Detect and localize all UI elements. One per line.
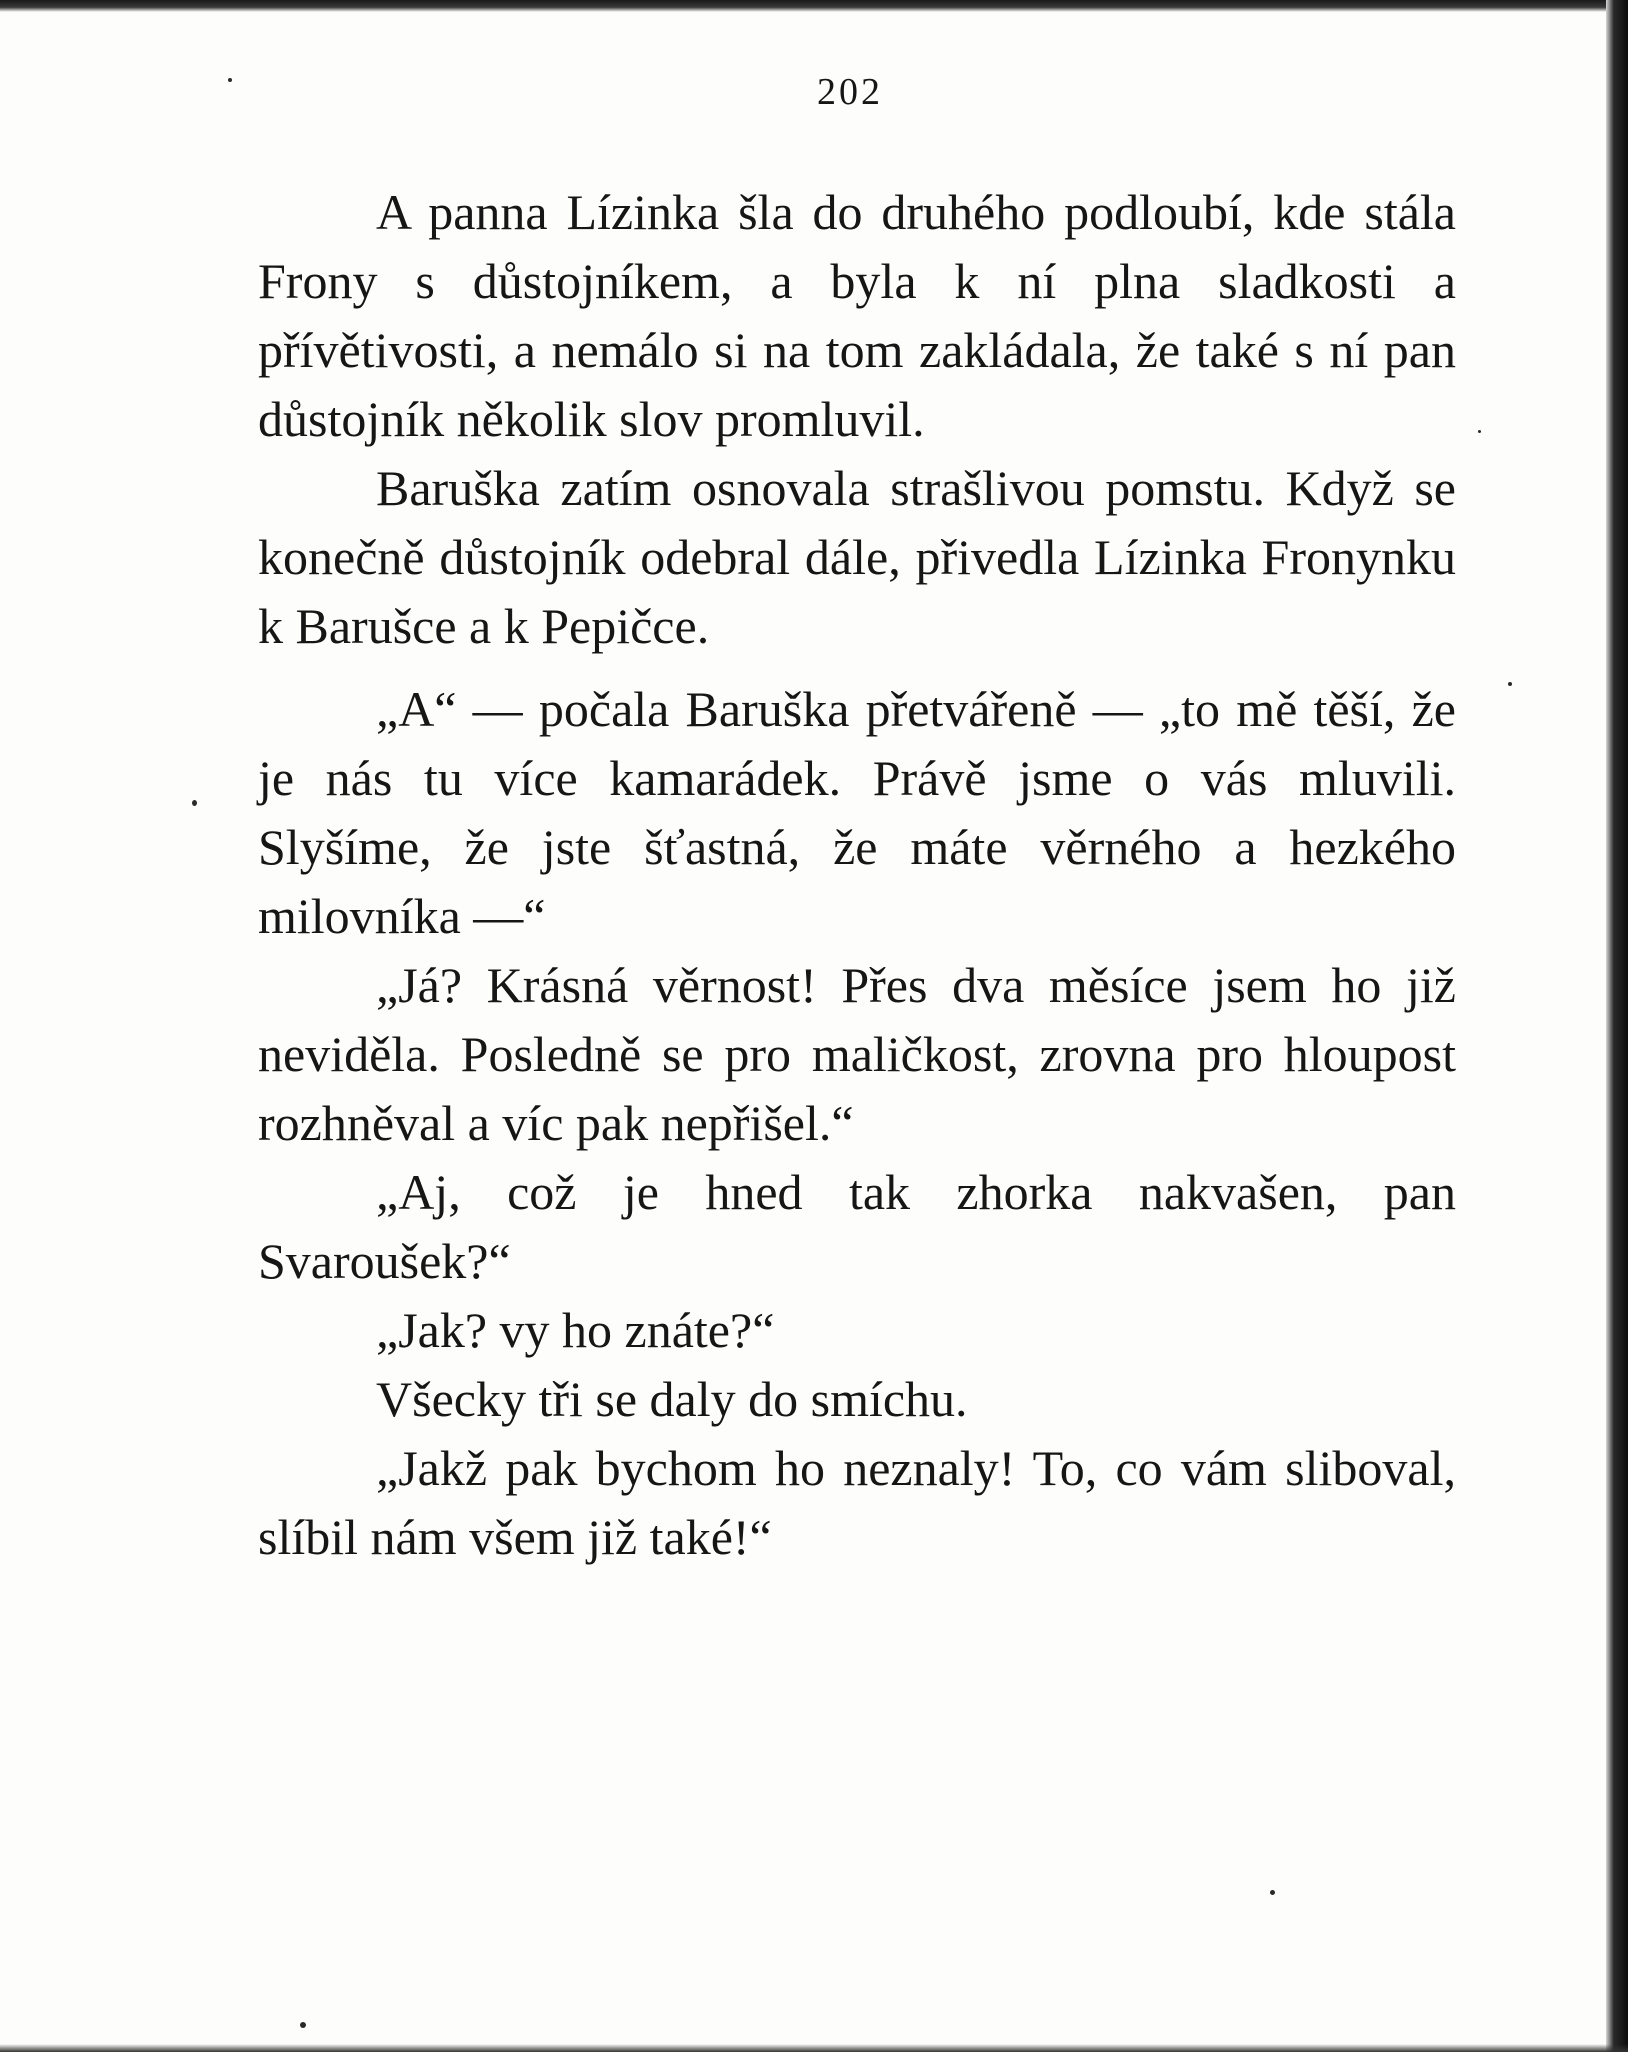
page-top-shadow [0,0,1628,12]
paragraph: „Já? Krásná věrnost! Přes dva měsíce jsem ho již neviděla. Posledně se pro maličkost, zrovna pro hloupost rozhněval a víc pak nepřišel.“ [258,957,1456,1151]
scan-speck [1270,1890,1275,1895]
scan-speck [192,800,197,806]
scan-speck [1478,430,1481,433]
scan-speck [1508,682,1512,686]
paragraph: Všecky tři se daly do smíchu. [376,1371,968,1427]
page-number: 202 [817,71,883,113]
page-bottom-shadow [0,2044,1628,2052]
scan-speck [300,2022,306,2028]
paragraph: A panna Lízinka šla do druhého podloubí, kde stála Frony s důstojníkem, a byla k ní plna sladkosti a přívětivosti, a nemálo si na tom zakládala, že také s ní pan důstojník několik slov promluvil. [258,184,1456,447]
page-binding-edge [1606,0,1628,2052]
paragraph: „Aj, což je hned tak zhorka nakvašen, pan Svaroušek?“ [258,1164,1456,1289]
paragraph: „A“ — počala Baruška přetvářeně — „to mě těší, že je nás tu více kamarádek. Právě jsme o vás mluvili. Slyšíme, že jste šťastná, že máte věrného a hezkého milovníka —“ [258,681,1456,944]
paragraph: Baruška zatím osnovala strašlivou pomstu. Když se konečně důstojník odebral dále, přivedla Lízinka Fronynku k Barušce a k Pepičce. [258,460,1456,654]
paragraph: „Jak? vy ho znáte?“ [376,1302,775,1358]
body-text [258,178,1456,1572]
paragraph: „Jakž pak bychom ho neznaly! To, co vám sliboval, slíbil nám všem již také!“ [258,1440,1456,1565]
scan-speck [228,78,232,82]
